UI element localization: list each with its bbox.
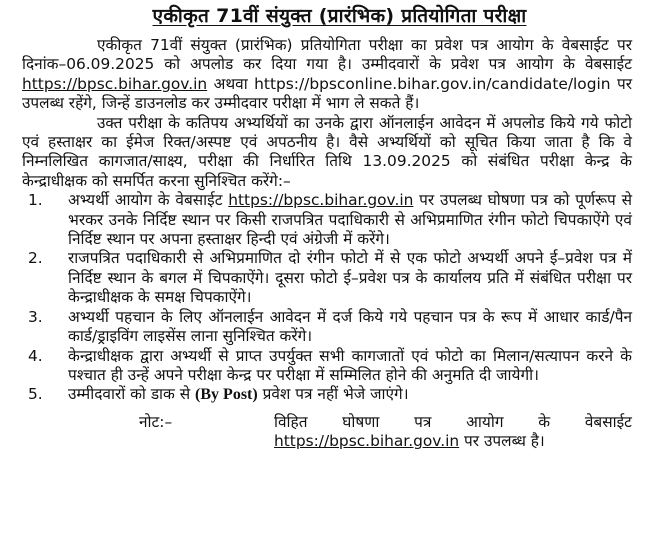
item-text: अभ्यर्थी पहचान के लिए ऑनलाईन आवेदन में दर्ज किये गये पहचान पत्र के रूप में आधार कार्ड/पैन कार्ड/ड्राइविंग लाइसेंस लाना सुनिश्चित करेंगे।	[68, 307, 632, 346]
bpsc-website-link[interactable]: https://bpsc.bihar.gov.in	[22, 74, 208, 93]
item-number: 4.	[28, 346, 43, 365]
paragraph-instructions-intro: उक्त परीक्षा के कतिपय अभ्यर्थियों का उनके द्वारा ऑनलाईन आवेदन में अपलोड किये गये फोटो एवं हस्ताक्षर का ईमेज रिक्त/अस्पष्ट एवं अपठनीय है। वैसे अभ्यर्थियों को सूचित किया जाता है कि वे निम्नलिखित कागजात/साक्ष्य, परीक्षा की निर्धारित तिथि 13.09.2025 को संबंधित परीक्षा केन्द्र के केन्द्राधीक्षक को समर्पित करना सुनिश्चित करेंगे:–	[22, 113, 632, 190]
item-text-part: अभ्यर्थी आयोग के वेबसाईट	[68, 191, 229, 210]
note-word: वेबसाईट	[584, 412, 632, 431]
by-post-text: (By Post)	[195, 386, 258, 404]
notice-page	[0, 2, 650, 542]
para1-text-continued: अथवा https://bpsconline.bihar.gov.in/candidate/login पर उपलब्ध रहेंगे, जिन्हें डाउनलोड कर उम्मीदवार परीक्षा में भाग ले सकते हैं।	[22, 74, 632, 113]
list-item	[22, 249, 632, 307]
item-text-part: प्रवेश पत्र नहीं भेजे जाएंगे।	[257, 385, 409, 404]
item-number: 2.	[28, 249, 43, 268]
note-section	[22, 413, 632, 452]
item-text-part: उम्मीदवारों को डाक से	[68, 385, 196, 404]
item-number: 1.	[28, 191, 43, 210]
instruction-list	[22, 191, 632, 404]
note-word: पत्र	[414, 412, 432, 431]
item-number: 5.	[28, 385, 43, 404]
note-text-part: पर उपलब्ध है।	[459, 432, 545, 451]
notice-title: एकीकृत 71वीं संयुक्त (प्रारंभिक) प्रतियोगिता परीक्षा	[152, 5, 527, 27]
item-text	[68, 191, 632, 249]
note-word: के	[538, 412, 551, 431]
note-line-1	[274, 413, 632, 432]
item-text	[68, 385, 632, 404]
item-text-part: पर उपलब्ध घोषणा पत्र को पूर्णरूप से भरकर उनके निर्दिष्ट स्थान पर किसी राजपत्रित पदाधिकारी से अभिप्रमाणित रंगीन फोटो चिपकाऐंगे एवं निर्दिष्ट स्थान पर अपना हस्ताक्षर हिन्दी एवं अंग्रेजी में करेंगे।	[68, 191, 632, 249]
note-word: आयोग	[466, 412, 504, 431]
note-label: नोट:–	[139, 412, 173, 431]
para1-text: एकीकृत 71वीं संयुक्त (प्रारंभिक) प्रतियोगिता परीक्षा का प्रवेश पत्र आयोग के वेबसाईट पर दिनांक–06.09.2025 को अपलोड कर दिया गया है। उम्मीदवारों के प्रवेश पत्र आयोग के वेबसाईट	[22, 36, 632, 74]
note-line-2	[274, 432, 632, 451]
bpsc-website-link[interactable]: https://bpsc.bihar.gov.in	[228, 191, 414, 210]
note-word: घोषणा	[342, 412, 380, 431]
item-number: 3.	[28, 307, 43, 326]
list-item	[22, 385, 632, 404]
paragraph-admit-card-upload	[22, 36, 632, 114]
item-text: केन्द्राधीक्षक द्वारा अभ्यर्थी से प्राप्त उपर्युक्त सभी कागजातों एवं फोटो का मिलान/सत्यापन करने के पश्चात ही उन्हें अपने परीक्षा केन्द्र पर परीक्षा में सम्मिलित होने की अनुमति दी जायेगी।	[68, 346, 632, 384]
list-item	[22, 347, 632, 386]
list-item	[22, 191, 632, 249]
item-text: राजपत्रित पदाधिकारी से अभिप्रमाणित दो रंगीन फोटो में से एक फोटो अभ्यर्थी अपने ई–प्रवेश पत्र में निर्दिष्ट स्थान के बगल में चिपकाऐंगे। दूसरा फोटो ई–प्रवेश पत्र के कार्यालय प्रति में संबंधित परीक्षा पर केन्द्राधीक्षक के समक्ष चिपकाऐंगे।	[68, 249, 632, 307]
bpsc-website-link[interactable]: https://bpsc.bihar.gov.in	[274, 432, 460, 451]
note-text	[274, 413, 632, 452]
list-item	[22, 308, 632, 347]
note-word: विहित	[274, 412, 308, 431]
